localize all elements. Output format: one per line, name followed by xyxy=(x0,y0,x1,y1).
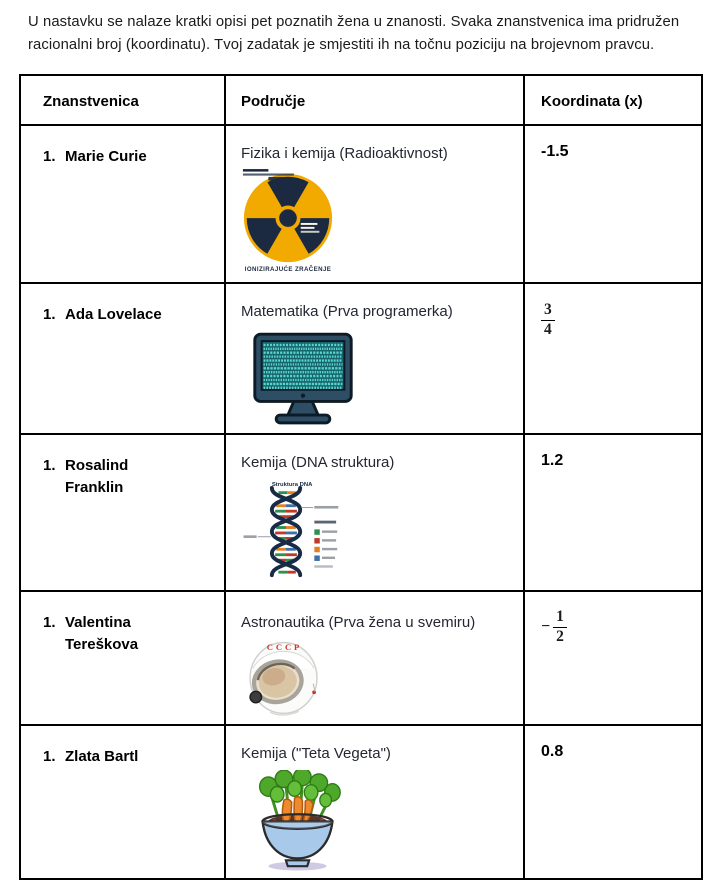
scientist-name-cell xyxy=(20,725,225,879)
dna-legend xyxy=(314,520,337,567)
column-header-koordinata: Koordinata (x) xyxy=(524,75,702,125)
scientist-name-cell xyxy=(20,283,225,434)
coordinate-cell xyxy=(524,125,702,283)
field-label: Astronautika (Prva žena u svemiru) xyxy=(241,613,476,631)
field-cell xyxy=(225,125,524,283)
column-header-podrucje: Područje xyxy=(225,75,524,125)
intro-paragraph: U nastavku se nalaze kratki opisi pet poznatih žena u znanosti. Svaka znanstvenica ima pridružen racionalni broj (koordinatu). Tvoj zadatak je smjestiti ih na točnu poziciju na brojevnom pravcu. xyxy=(28,14,680,53)
radiation-caption: IONIZIRAJUĆE ZRAČENJE xyxy=(244,265,332,273)
list-number: 1. xyxy=(43,456,56,474)
scientist-name-cell xyxy=(20,125,225,283)
list-number: 1. xyxy=(43,305,56,323)
scientist-name: Rosalind Franklin xyxy=(65,456,129,496)
table-header-row xyxy=(20,75,702,125)
scientist-name: Ada Lovelace xyxy=(65,305,162,323)
scientist-name: Zlata Bartl xyxy=(65,747,139,765)
helmet-cccp-text: CCCP xyxy=(266,642,303,653)
coordinate-value: 1.2 xyxy=(541,451,564,469)
field-cell xyxy=(225,725,524,879)
list-number: 1. xyxy=(43,147,56,165)
column-header-znanstvenica: Znanstvenica xyxy=(20,75,225,125)
space-helmet-image xyxy=(243,634,515,724)
field-label: Matematika (Prva programerka) xyxy=(241,302,453,320)
list-number: 1. xyxy=(43,613,56,631)
field-label: Fizika i kemija (Radioaktivnost) xyxy=(241,144,448,162)
coordinate-cell xyxy=(524,591,702,725)
field-cell xyxy=(225,434,524,591)
scientist-name-cell xyxy=(20,434,225,591)
coordinate-cell xyxy=(524,725,702,879)
scientist-name-cell xyxy=(20,591,225,725)
coordinate-value: $\frac{3}{4}$ xyxy=(541,302,555,339)
radioactivity-symbol-image xyxy=(239,167,515,279)
field-label: Kemija ("Teta Vegeta") xyxy=(241,744,391,762)
scientists-table xyxy=(19,74,703,880)
dna-diagram-title: Struktura DNA xyxy=(271,481,313,488)
coordinate-cell xyxy=(524,434,702,591)
coordinate-value: -1.5 xyxy=(541,142,569,160)
coordinate-value: − $\frac{1}{2}$ xyxy=(541,609,567,646)
coordinate-cell xyxy=(524,283,702,434)
document-page xyxy=(0,11,718,880)
binary-code-monitor-image xyxy=(247,331,515,433)
dna-structure-diagram-image xyxy=(239,476,515,590)
table-row xyxy=(20,725,702,879)
field-label: Kemija (DNA struktura) xyxy=(241,453,395,471)
coordinate-value: 0.8 xyxy=(541,742,564,760)
table-row xyxy=(20,125,702,283)
table-row xyxy=(20,591,702,725)
field-cell xyxy=(225,591,524,725)
table-row xyxy=(20,283,702,434)
scientist-name: Valentina Tereškova xyxy=(65,613,139,653)
field-cell xyxy=(225,283,524,434)
scientist-name: Marie Curie xyxy=(65,147,147,165)
list-number: 1. xyxy=(43,747,56,765)
vegetable-bowl-image xyxy=(249,770,515,878)
table-row xyxy=(20,434,702,591)
